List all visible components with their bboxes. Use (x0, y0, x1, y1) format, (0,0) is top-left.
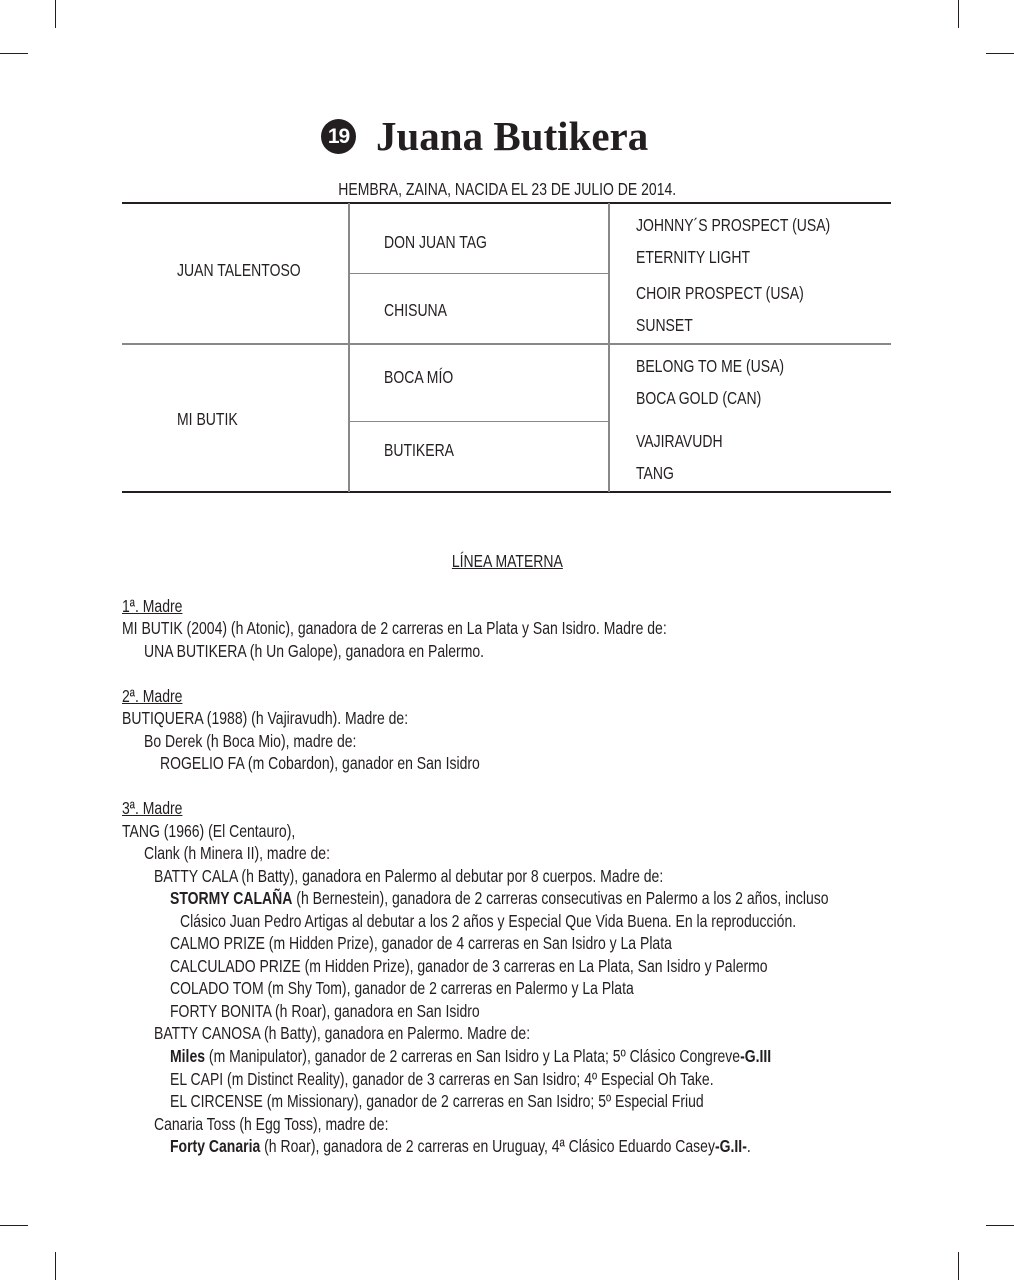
crop-mark (55, 0, 56, 28)
pedigree-line: TANG (1966) (El Centauro), (122, 821, 296, 841)
sire-dam: CHISUNA (384, 300, 448, 320)
ancestor: BOCA GOLD (CAN) (636, 388, 762, 408)
crop-mark (958, 0, 959, 28)
crop-mark (55, 1252, 56, 1280)
pedigree-line: Canaria Toss (h Egg Toss), madre de: (154, 1114, 389, 1134)
section-title: LÍNEA MATERNA (451, 551, 563, 571)
ancestor: JOHNNY´S PROSPECT (USA) (636, 215, 831, 235)
ancestor: CHOIR PROSPECT (USA) (636, 283, 804, 303)
pedigree-line: Bo Derek (h Boca Mio), madre de: (144, 731, 357, 751)
pedigree-line: EL CIRCENSE (m Missionary), ganador de 2 carreras en San Isidro; 5º Especial Friud (170, 1091, 704, 1111)
lot-number-badge: 19 (321, 119, 356, 154)
pedigree-line: BATTY CALA (h Batty), ganadora en Palermo al debutar por 8 cuerpos. Madre de: (154, 866, 664, 886)
ancestor: BELONG TO ME (USA) (636, 356, 785, 376)
sire-sire: DON JUAN TAG (384, 232, 487, 252)
madre-2-heading: 2ª. Madre (122, 686, 183, 706)
dam: MI BUTIK (177, 409, 238, 429)
pedigree-line: ROGELIO FA (m Cobardon), ganador en San Isidro (160, 753, 480, 773)
dam-dam: BUTIKERA (384, 440, 455, 460)
crop-mark (958, 1252, 959, 1280)
crop-mark (0, 53, 28, 54)
pedigree-line: Miles (m Manipulator), ganador de 2 carreras en San Isidro y La Plata; 5º Clásico Congreve-G.III (170, 1046, 772, 1066)
pedigree-line: UNA BUTIKERA (h Un Galope), ganadora en Palermo. (144, 641, 485, 661)
pedigree-line: COLADO TOM (m Shy Tom), ganador de 2 carreras en Palermo y La Plata (170, 978, 634, 998)
ancestor: VAJIRAVUDH (636, 431, 723, 451)
madre-1-heading: 1ª. Madre (122, 596, 183, 616)
pedigree-line: BUTIQUERA (1988) (h Vajiravudh). Madre de: (122, 708, 409, 728)
pedigree-line: Forty Canaria (h Roar), ganadora de 2 carreras en Uruguay, 4ª Clásico Eduardo Casey-G.II-. (170, 1136, 751, 1156)
pedigree-line: STORMY CALAÑA (h Bernestein), ganadora de 2 carreras consecutivas en Palermo a los 2 años, incluso (170, 888, 829, 908)
pedigree-line: EL CAPI (m Distinct Reality), ganador de 3 carreras en San Isidro; 4º Especial Oh Take. (170, 1069, 714, 1089)
crop-mark (0, 1225, 28, 1226)
pedigree-line: MI BUTIK (2004) (h Atonic), ganadora de 2 carreras en La Plata y San Isidro. Madre de: (122, 618, 667, 638)
pedigree-line: Clásico Juan Pedro Artigas al debutar a los 2 años y Especial Que Vida Buena. En la reproducción. (180, 911, 797, 931)
page-title: Juana Butikera (376, 113, 649, 159)
pedigree-line: Clank (h Minera II), madre de: (144, 843, 330, 863)
sire: JUAN TALENTOSO (177, 260, 301, 280)
horse-description: HEMBRA, ZAINA, NACIDA EL 23 DE JULIO DE 2014. (338, 179, 676, 199)
pedigree-line: CALCULADO PRIZE (m Hidden Prize), ganador de 3 carreras en La Plata, San Isidro y Palermo (170, 956, 768, 976)
madre-3-heading: 3ª. Madre (122, 798, 183, 818)
ancestor: TANG (636, 463, 674, 483)
dam-sire: BOCA MÍO (384, 367, 454, 387)
ancestor: ETERNITY LIGHT (636, 247, 751, 267)
pedigree-line: FORTY BONITA (h Roar), ganadora en San Isidro (170, 1001, 480, 1021)
pedigree-line: BATTY CANOSA (h Batty), ganadora en Palermo. Madre de: (154, 1023, 531, 1043)
crop-mark (986, 53, 1014, 54)
pedigree-line: CALMO PRIZE (m Hidden Prize), ganador de 4 carreras en San Isidro y La Plata (170, 933, 672, 953)
ancestor: SUNSET (636, 315, 693, 335)
crop-mark (986, 1225, 1014, 1226)
